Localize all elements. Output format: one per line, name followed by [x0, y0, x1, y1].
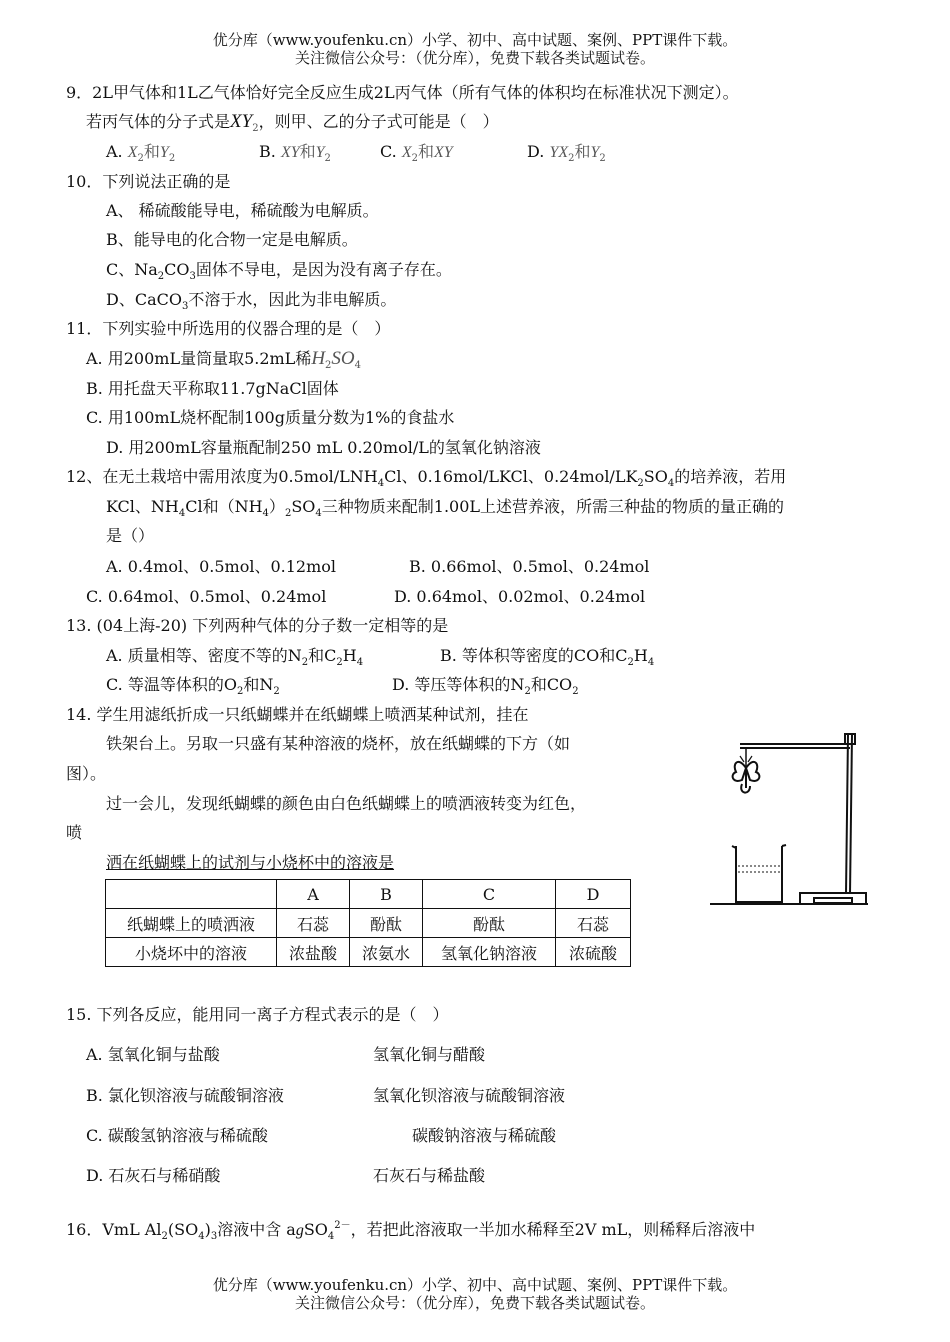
q11-option-d: D. 用200mL容量瓶配制250 mL 0.20mol/L的氢氧化钠溶液	[106, 438, 541, 457]
q11-stem: 11．下列实验中所选用的仪器合理的是（ ）	[66, 319, 391, 338]
q15-option-c-left: C. 碳酸氢钠溶液与稀硫酸	[86, 1126, 268, 1145]
footer-line-1: 优分库（www.youfenku.cn）小学、初中、高中试题、案例、PPT课件下载。	[212, 1276, 738, 1294]
q10-option-a: A、 稀硫酸能导电，稀硫酸为电解质。	[106, 201, 379, 220]
q15-option-c-right: 碳酸钠溶液与稀硫酸	[412, 1126, 557, 1145]
q14-stem-line6: 洒在纸蝴蝶上的试剂与小烧杯中的溶液是	[106, 853, 395, 872]
q11-option-b: B. 用托盘天平称取11.7gNaCl固体	[86, 379, 339, 398]
q11-option-c: C. 用100mL烧杯配制100g质量分数为1%的食盐水	[86, 408, 455, 427]
table-cell: 浓盐酸	[277, 938, 350, 967]
q15-option-b-left: B. 氯化钡溶液与硫酸铜溶液	[86, 1086, 284, 1105]
header-line-2: 关注微信公众号：（优分库），免费下载各类试题试卷。	[294, 49, 655, 67]
q10-option-d: D、CaCO$_3$不溶于水，因此为非电解质。	[106, 290, 397, 312]
iron-stand-figure	[700, 726, 870, 912]
table-cell: B	[350, 880, 423, 909]
q9-option-c: C. $X_2$和XY	[380, 142, 453, 164]
table-cell: 氢氧化钠溶液	[423, 938, 556, 967]
q9-stem-line2: 若丙气体的分子式是$XY_2$，则甲、乙的分子式可能是（ ）	[86, 111, 499, 134]
table-cell: 浓氨水	[350, 938, 423, 967]
q10-stem: 10．下列说法正确的是	[66, 172, 231, 191]
table-cell: 石蕊	[277, 909, 350, 938]
table-cell: 酚酞	[350, 909, 423, 938]
table-row	[106, 909, 631, 938]
table-cell: 小烧坏中的溶液	[106, 938, 277, 967]
table-cell: 浓硫酸	[556, 938, 631, 967]
q13-stem: 13. (04上海-20) 下列两种气体的分子数一定相等的是	[66, 616, 449, 635]
q12-option-d: D. 0.64mol、0.02mol、0.24mol	[394, 587, 646, 606]
table-cell: 石蕊	[556, 909, 631, 938]
q15-stem: 15. 下列各反应，能用同一离子方程式表示的是（ ）	[66, 1005, 449, 1024]
table-cell: 纸蝴蝶上的喷洒液	[106, 909, 277, 938]
q9-stem-line1: 9．2L甲气体和1L乙气体恰好完全反应生成2L丙气体（所有气体的体积均在标准状况下测定）。	[66, 83, 739, 102]
q15-option-b-right: 氢氧化钡溶液与硫酸铜溶液	[373, 1086, 566, 1105]
footer-line-2: 关注微信公众号：（优分库），免费下载各类试题试卷。	[294, 1294, 655, 1312]
q10-option-c: C、$Na_2CO_3$固体不导电，是因为没有离子存在。	[106, 260, 452, 282]
q14-stem-line1: 14. 学生用滤纸折成一只纸蝴蝶并在纸蝴蝶上喷洒某种试剂，挂在	[66, 705, 529, 724]
q15-option-d-right: 石灰石与稀盐酸	[373, 1166, 486, 1185]
table-row	[106, 938, 631, 967]
q12-option-b: B. 0.66mol、0.5mol、0.24mol	[409, 557, 650, 576]
q16-stem: 16．VmL $Al_2(SO_4)_3$溶液中含 agSO$_4^{2-}$，若把此溶液取一半加水稀释至2V mL，则稀释后溶液中	[66, 1220, 756, 1242]
q12-stem-line1: 12、在无土栽培中需用浓度为$0.5mol/LNH_4Cl$、0.16mol/LKCl、$0.24mol/LK_2SO_4$的培养液，若用	[66, 467, 787, 489]
q9-option-d: D. $YX_2$和$Y_2$	[527, 142, 606, 164]
q14-options-table	[105, 879, 631, 967]
q12-option-c: C. 0.64mol、0.5mol、0.24mol	[86, 587, 327, 606]
table-cell: D	[556, 880, 631, 909]
header-line-1: 优分库（www.youfenku.cn）小学、初中、高中试题、案例、PPT课件下载。	[212, 31, 738, 49]
q9-option-b: B. XY和$Y_2$	[259, 142, 331, 164]
q10-option-b: B、能导电的化合物一定是电解质。	[106, 230, 358, 249]
table-cell	[106, 880, 277, 909]
table-cell: 酚酞	[423, 909, 556, 938]
q9-option-a: A. $X_2$和$Y_2$	[106, 142, 176, 164]
q12-option-a: A. 0.4mol、0.5mol、0.12mol	[106, 557, 337, 576]
q14-stem-line4: 过一会儿，发现纸蝴蝶的颜色由白色纸蝴蝶上的喷洒液转变为红色，	[106, 794, 587, 813]
q15-option-a-left: A. 氢氧化铜与盐酸	[86, 1045, 220, 1064]
q14-stem-line2: 铁架台上。另取一只盛有某种溶液的烧杯，放在纸蝴蝶的下方（如	[106, 734, 571, 753]
q12-stem-line3: 是（）	[106, 526, 155, 545]
q12-stem-line2: KCl、$NH_4Cl$和$(NH_4)_2SO_4$三种物质来配制1.00L上述营养液，所需三种盐的物质的量正确的	[106, 497, 785, 519]
q14-stem-line3: 图）。	[66, 764, 107, 783]
q15-option-d-left: D. 石灰石与稀硝酸	[86, 1166, 221, 1185]
table-cell: A	[277, 880, 350, 909]
q14-stem-line5: 喷	[66, 823, 83, 842]
q13-option-a: A. 质量相等、密度不等的$N_2$和$C_2H_4$	[106, 646, 364, 668]
table-cell: C	[423, 880, 556, 909]
q13-option-d: D. 等压等体积的$N_2$和$CO_2$	[392, 675, 579, 697]
table-header-row	[106, 880, 631, 909]
q13-option-c: C. 等温等体积的$O_2$和$N_2$	[106, 675, 280, 697]
q11-option-a: A. 用200mL量筒量取5.2mL稀$H_2SO_4$	[86, 348, 362, 371]
q13-option-b: B. 等体积等密度的CO和$C_2H_4$	[440, 646, 655, 668]
q15-option-a-right: 氢氧化铜与醋酸	[373, 1045, 486, 1064]
